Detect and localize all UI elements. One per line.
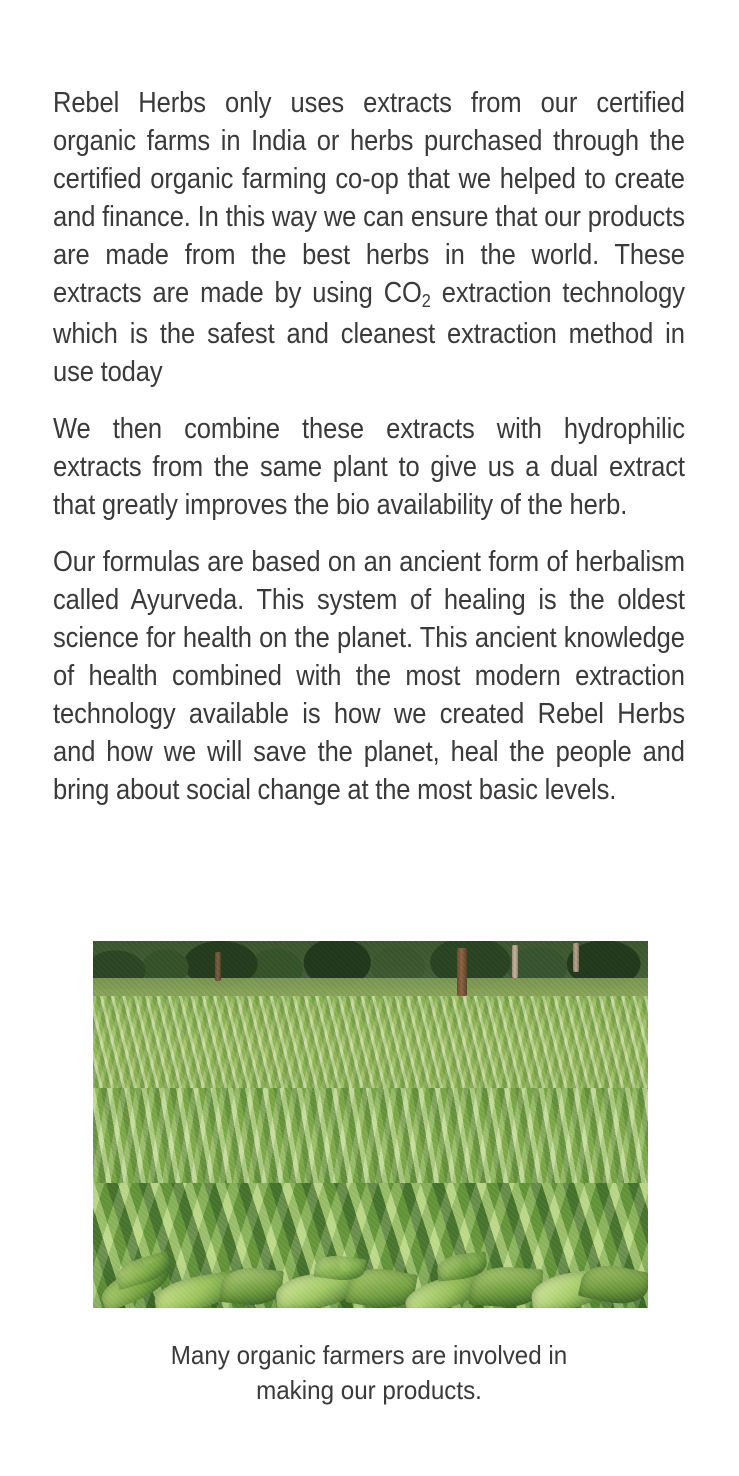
caption-line-2: making our products. — [256, 1375, 482, 1405]
caption-line-1: Many organic farmers are involved in — [170, 1340, 568, 1370]
photo-canvas — [93, 941, 648, 1308]
photo-grain-overlay — [93, 941, 648, 1308]
paragraph-1-text-part-2: extraction technology which is the safest and cleanest extraction method in use today — [53, 277, 685, 388]
paragraph-1-text-part-1: Rebel Herbs only uses extracts from our certified organic farms in India or herbs purchased through the certified organic farming co-op that we helped to create and finance. In this way we can ensure that our products are made from the best herbs in the world. These extracts are made by using CO — [53, 87, 685, 309]
paragraph-extraction-process — [53, 84, 685, 391]
paragraph-dual-extract: We then combine these extracts with hydrophilic extracts from the same plant to give us a dual extract that greatly improves the bio availability of the herb. — [53, 413, 685, 521]
co2-subscript: 2 — [421, 289, 431, 311]
paragraph-ayurveda: Our formulas are based on an ancient form of herbalism called Ayurveda. This system of healing is the oldest science for health on the planet. This ancient knowledge of health combined with the most modern extraction technology available is how we created Rebel Herbs and how we will save the planet, heal the people and bring about social change at the most basic levels. — [53, 546, 685, 806]
body-text-block — [53, 84, 685, 809]
farm-field-photo — [93, 941, 648, 1308]
photo-caption — [53, 1338, 685, 1408]
